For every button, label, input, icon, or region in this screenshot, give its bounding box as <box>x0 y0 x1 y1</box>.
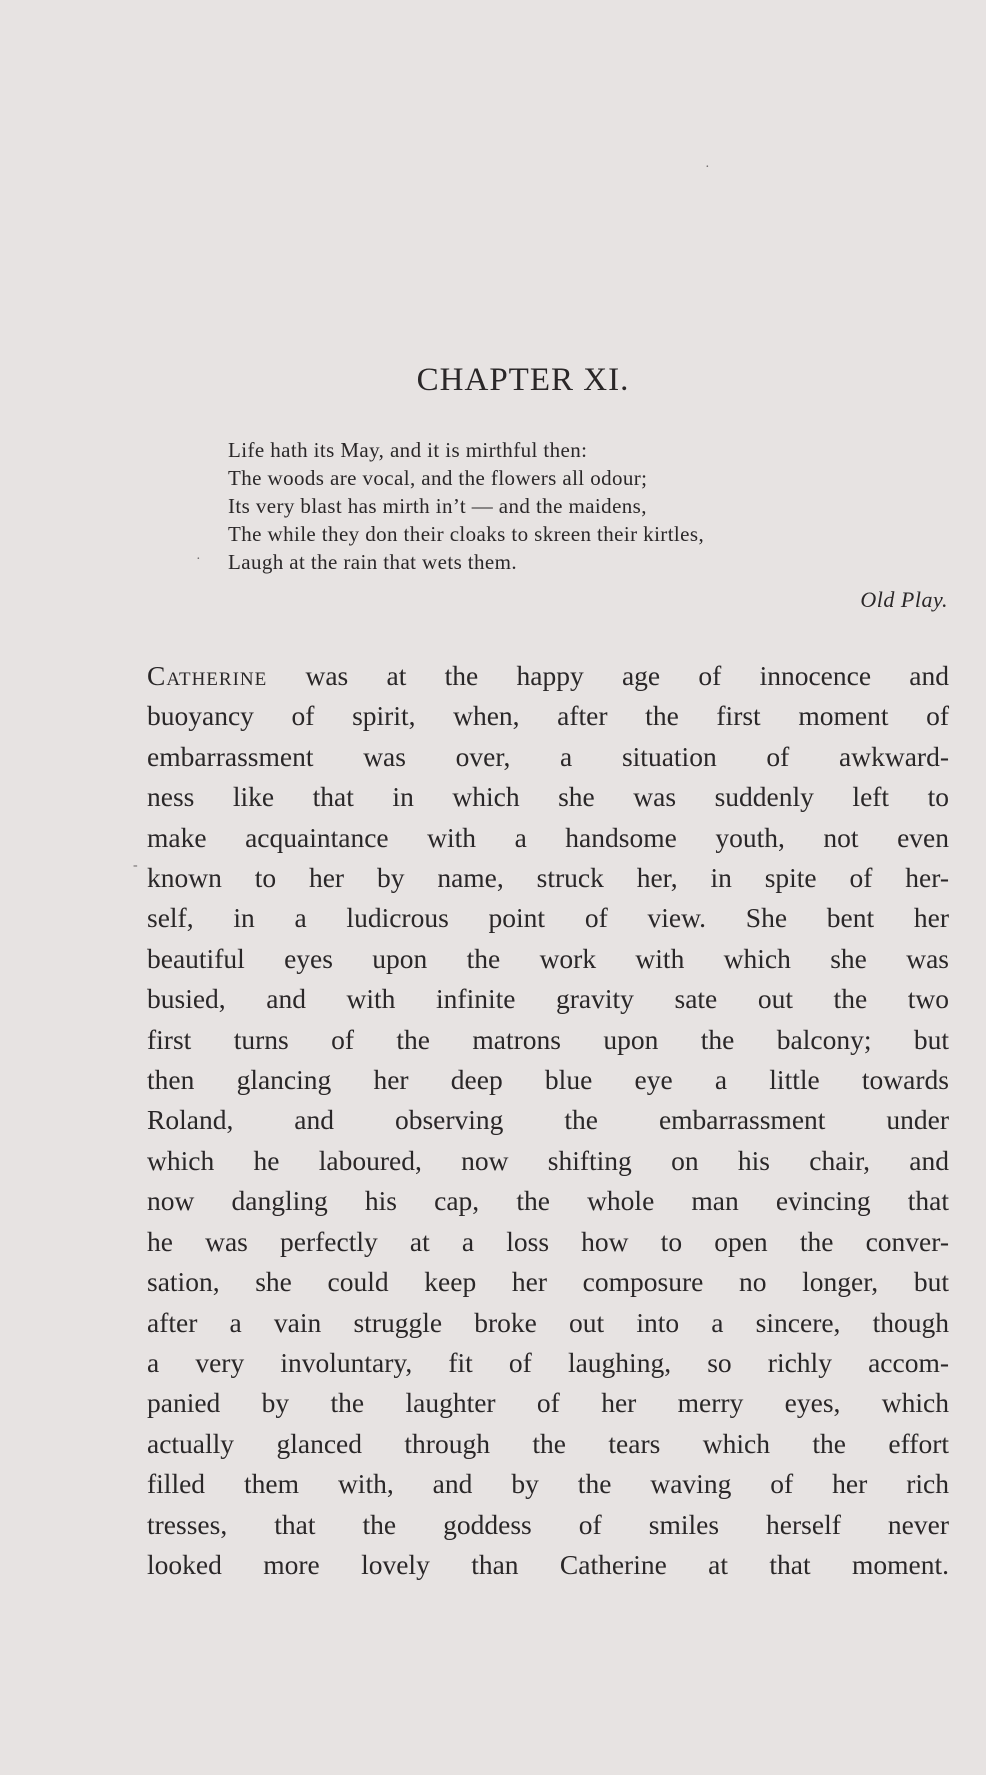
paragraph-line: ness like that in which she was suddenly left to <box>147 781 949 813</box>
paragraph-line: looked more lovely than Catherine at that moment. <box>147 1548 949 1580</box>
stray-dot-mark: · <box>196 552 201 567</box>
paragraph-line: now dangling his cap, the whole man evincing that <box>147 1185 949 1217</box>
paragraph-line: embarrassment was over, a situation of awkward- <box>147 740 949 772</box>
chapter-heading: CHAPTER XI. <box>416 362 630 398</box>
epigraph-line: Its very blast has mirth in’t — and the maidens, <box>228 494 647 518</box>
paragraph-line: which he laboured, now shifting on his chair, and <box>147 1144 949 1176</box>
paragraph-line: first turns of the matrons upon the balcony; but <box>147 1023 949 1055</box>
stray-dot-mark: · <box>705 160 710 175</box>
paragraph-line: a very involuntary, fit of laughing, so richly accom- <box>147 1346 949 1378</box>
body-paragraph <box>147 656 949 1585</box>
stray-dash-mark: - <box>133 858 138 873</box>
epigraph-line: The while they don their cloaks to skreen their kirtles, <box>228 522 705 546</box>
paragraph-line: after a vain struggle broke out into a sincere, though <box>147 1306 949 1338</box>
paragraph-line: known to her by name, struck her, in spite of her- <box>147 862 949 894</box>
paragraph-line: buoyancy of spirit, when, after the first moment of <box>147 700 949 732</box>
paragraph-line <box>147 656 949 696</box>
epigraph-line: Laugh at the rain that wets them. <box>228 550 518 574</box>
paragraph-line: then glancing her deep blue eye a little towards <box>147 1064 949 1096</box>
opening-line-text: was at the happy age of innocence and <box>267 660 949 691</box>
paragraph-line: beautiful eyes upon the work with which she was <box>147 942 949 974</box>
paragraph-line: tresses, that the goddess of smiles herself never <box>147 1508 949 1540</box>
epigraph-line: Life hath its May, and it is mirthful then: <box>228 438 588 462</box>
paragraph-line: actually glanced through the tears which the effort <box>147 1427 949 1459</box>
paragraph-line: sation, she could keep her composure no longer, but <box>147 1266 949 1298</box>
paragraph-line: Roland, and observing the embarrassment under <box>147 1104 949 1136</box>
epigraph <box>228 436 908 576</box>
paragraph-line: he was perfectly at a loss how to open the conver- <box>147 1225 949 1257</box>
epigraph-line: The woods are vocal, and the flowers all odour; <box>228 466 648 490</box>
epigraph-attribution: Old Play. <box>860 587 948 612</box>
opening-word: Catherine <box>147 660 268 691</box>
paragraph-line: busied, and with infinite gravity sate out the two <box>147 983 949 1015</box>
paragraph-line: filled them with, and by the waving of her rich <box>147 1468 949 1500</box>
paragraph-line: self, in a ludicrous point of view. She bent her <box>147 902 949 934</box>
paragraph-line: panied by the laughter of her merry eyes, which <box>147 1387 949 1419</box>
paragraph-line: make acquaintance with a handsome youth, not even <box>147 821 949 853</box>
